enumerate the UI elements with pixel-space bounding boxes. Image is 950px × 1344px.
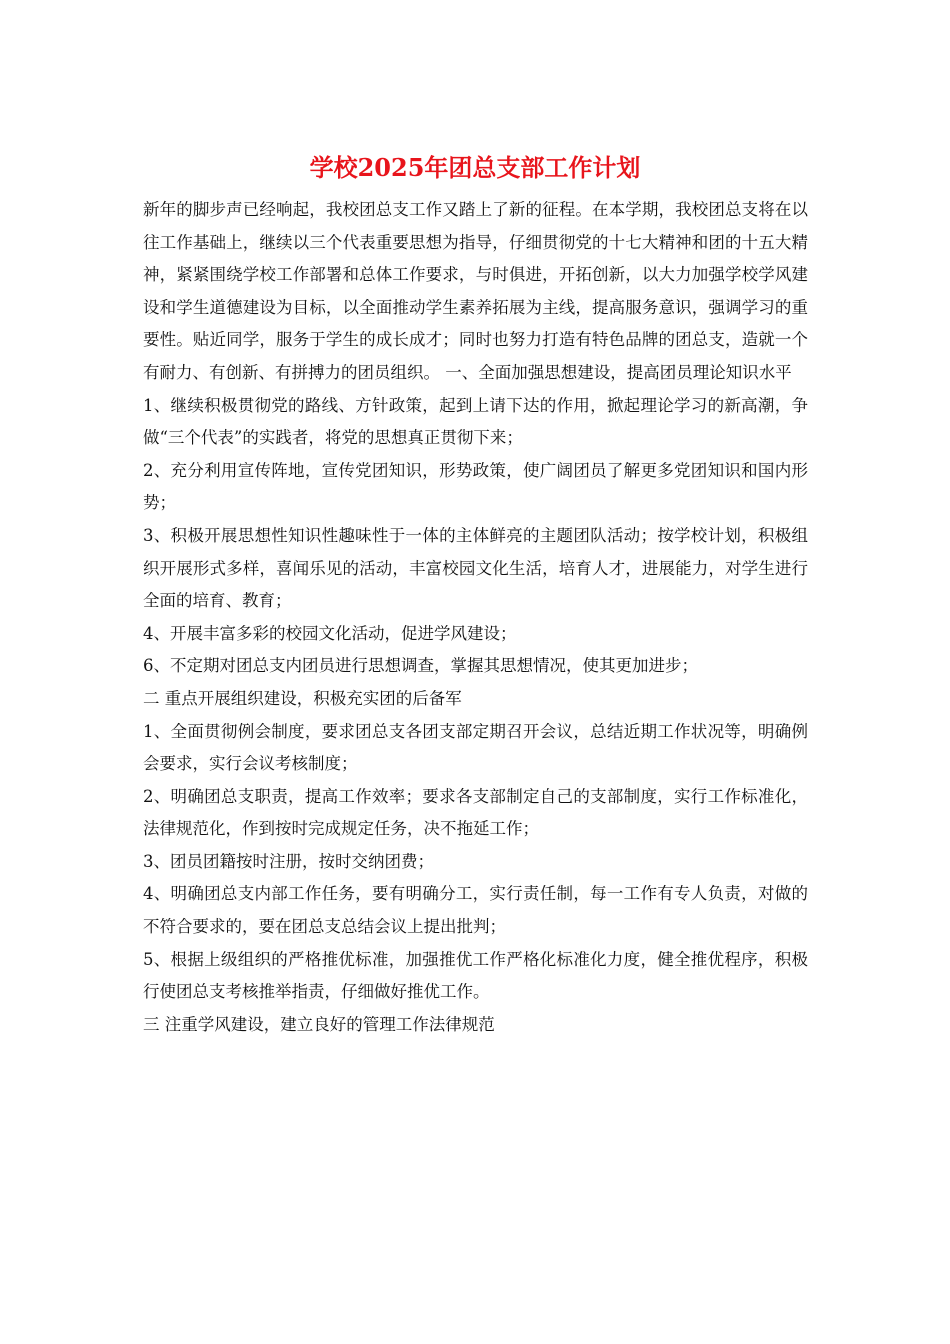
paragraph-item: 3、积极开展思想性知识性趣味性于一体的主体鲜亮的主题团队活动；按学校计划，积极组织开展形式多样，喜闻乐见的活动，丰富校园文化生活，培育人才，进展能力，对学生进行全面的培育、教育；	[143, 525, 808, 611]
paragraph-item: 6、不定期对团总支内团员进行思想调查，掌握其思想情况，使其更加进步；	[143, 656, 698, 676]
paragraph-item: 4、开展丰富多彩的校园文化活动，促进学风建设；	[143, 623, 517, 643]
paragraph-item: 1、继续积极贯彻党的路线、方针政策，起到上请下达的作用，掀起理论学习的新高潮，争做“三个代表”的实践者，将党的思想真正贯彻下来；	[143, 395, 808, 448]
document-title: 学校2025年团总支部工作计划	[309, 153, 641, 182]
paragraph-item: 3、团员团籍按时注册，按时交纳团费；	[143, 851, 434, 871]
paragraph-intro: 新年的脚步声已经响起，我校团总支工作又踏上了新的征程。在本学期，我校团总支将在以往工作基础上，继续以三个代表重要思想为指导，仔细贯彻党的十七大精神和团的十五大精神，紧紧围绕学校工作部署和总体工作要求，与时俱进，开拓创新，以大力加强学校学风建设和学生道德建设为目标，以全面推动学生素养拓展为主线，提高服务意识，强调学习的重要性。贴近同学，服务于学生的成长成才；同时也努力打造有特色品牌的团总支，造就一个有耐力、有创新、有拼搏力的团员组织。 一、全面加强思想建设，提高团员理论知识水平	[143, 200, 808, 382]
paragraph-item: 1、全面贯彻例会制度，要求团总支各团支部定期召开会议，总结近期工作状况等，明确例会要求，实行会议考核制度；	[143, 721, 808, 774]
paragraph-item: 2、充分利用宣传阵地，宣传党团知识，形势政策，使广阔团员了解更多党团知识和国内形势；	[143, 460, 808, 513]
section-heading: 三 注重学风建设，建立良好的管理工作法律规范	[143, 1014, 495, 1034]
paragraph-item: 4、明确团总支内部工作任务，要有明确分工，实行责任制，每一工作有专人负责，对做的不符合要求的，要在团总支总结会议上提出批判；	[143, 884, 808, 937]
paragraph-item: 2、明确团总支职责，提高工作效率；要求各支部制定自己的支部制度，实行工作标准化，法律规范化，作到按时完成规定任务，决不拖延工作；	[143, 786, 808, 839]
document-body	[143, 194, 808, 1041]
paragraph-item: 5、根据上级组织的严格推优标准，加强推优工作严格化标准化力度，健全推优程序，积极行使团总支考核推举指责，仔细做好推优工作。	[143, 949, 808, 1002]
section-heading: 二 重点开展组织建设，积极充实团的后备军	[143, 688, 462, 708]
